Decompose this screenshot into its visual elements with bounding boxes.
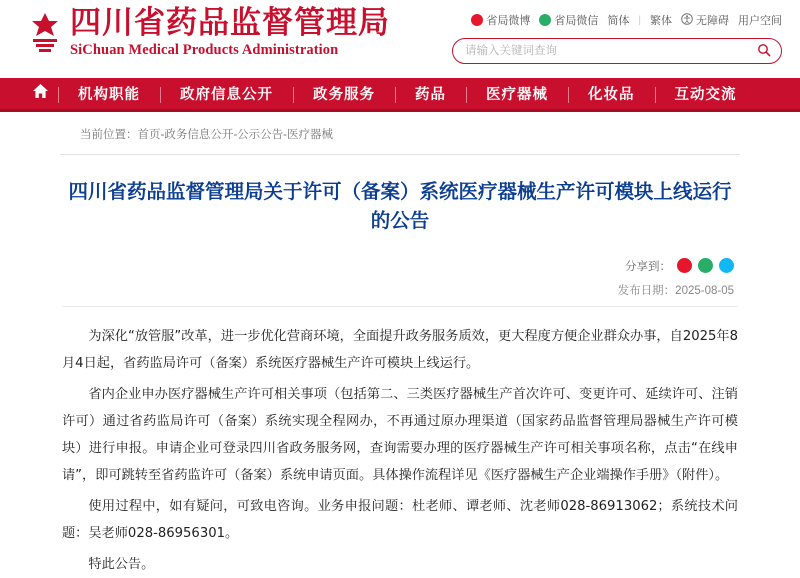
article-paragraph-1: 为深化“放管服”改革，进一步优化营商环境，全面提升政务服务质效，更大程度方便企业群众办事，自2025年8月4日起，省药监局许可（备案）系统医疗器械生产许可模块上线运行。 [62, 323, 738, 377]
nav-item-zhengfuxinxigongkai[interactable]: 政府信息公开 [160, 78, 293, 109]
top-link-wechat[interactable] [539, 12, 598, 28]
emblem-icon [28, 12, 62, 54]
page-content [0, 126, 800, 578]
nav-item-zhengwufuwu[interactable]: 政务服务 [293, 78, 395, 109]
top-links [452, 10, 782, 30]
top-link-simplified[interactable] [607, 12, 629, 28]
content-divider [60, 154, 740, 155]
wechat-icon [539, 14, 551, 26]
breadcrumb[interactable]: 当前位置：首页-政务信息公开-公示公告-医疗器械 [80, 126, 800, 142]
qq-icon[interactable] [719, 258, 734, 273]
top-link-accessibility[interactable] [681, 12, 729, 28]
wechat-icon[interactable] [698, 258, 713, 273]
main-navigation [0, 78, 800, 112]
site-logo[interactable] [28, 8, 390, 58]
top-link-weibo-label: 省局微博 [486, 12, 530, 28]
article-paragraph-3: 使用过程中，如有疑问，可致电咨询。业务申报问题：杜老师、谭老师、沈老师028-86913062；系统技术问题：吴老师028-86956301。 [62, 493, 738, 547]
article-paragraph-4: 特此公告。 [62, 551, 738, 578]
article-paragraph-2: 省内企业申办医疗器械生产许可相关事项（包括第二、三类医疗器械生产首次许可、变更许可、延续许可、注销许可）通过省药监局许可（备案）系统实现全程网办，不再通过原办理渠道（国家药品监督管理局器械生产许可模块）进行申报。申请企业可登录四川省政务服务网，查询需要办理的医疗器械生产许可相关事项名称，点击“在线申请”，即可跳转至省药监许可（备案）系统申请页面。具体操作流程详见《医疗器械生产企业端操作手册》（附件）。 [62, 381, 738, 489]
top-link-simplified-label: 简体 [607, 12, 629, 28]
top-link-weibo[interactable] [471, 12, 530, 28]
home-icon [32, 83, 49, 104]
search-input[interactable] [453, 39, 747, 63]
top-link-accessibility-label: 无障碍 [696, 12, 729, 28]
share-label: 分享到： [625, 258, 671, 274]
page-title: 四川省药品监督管理局关于许可（备案）系统医疗器械生产许可模块上线运行的公告 [62, 177, 738, 236]
search-button[interactable] [747, 39, 781, 63]
search-icon [757, 43, 771, 60]
accessibility-icon [681, 13, 693, 28]
top-link-traditional[interactable] [650, 12, 672, 28]
site-header [0, 0, 800, 78]
nav-item-yiliaoqixie[interactable]: 医疗器械 [466, 78, 568, 109]
publish-info [62, 282, 738, 298]
article [0, 177, 800, 578]
toplink-divider: | [638, 15, 641, 26]
nav-item-hudongjiaoliu[interactable]: 互动交流 [655, 78, 757, 109]
publish-date: 2025-08-05 [675, 285, 734, 297]
logo-title-cn: 四川省药品监督管理局 [70, 8, 390, 39]
top-link-user-space-label: 用户空间 [738, 12, 782, 28]
nav-item-huazhuangpin[interactable]: 化妆品 [568, 78, 655, 109]
nav-item-yaopin[interactable]: 药品 [395, 78, 466, 109]
top-link-user-space[interactable] [738, 12, 782, 28]
top-link-traditional-label: 繁体 [650, 12, 672, 28]
weibo-icon [471, 14, 483, 26]
article-body [62, 323, 738, 578]
share-row [62, 258, 738, 274]
top-link-wechat-label: 省局微信 [554, 12, 598, 28]
article-rule [62, 306, 738, 307]
logo-title-en: SiChuan Medical Products Administration [70, 43, 390, 58]
weibo-icon[interactable] [677, 258, 692, 273]
header-utilities [452, 10, 782, 64]
nav-item-jigouzhineng[interactable]: 机构职能 [58, 78, 160, 109]
publish-label: 发布日期： [618, 285, 676, 297]
nav-home-button[interactable] [22, 78, 58, 109]
search-bar[interactable] [452, 38, 782, 64]
